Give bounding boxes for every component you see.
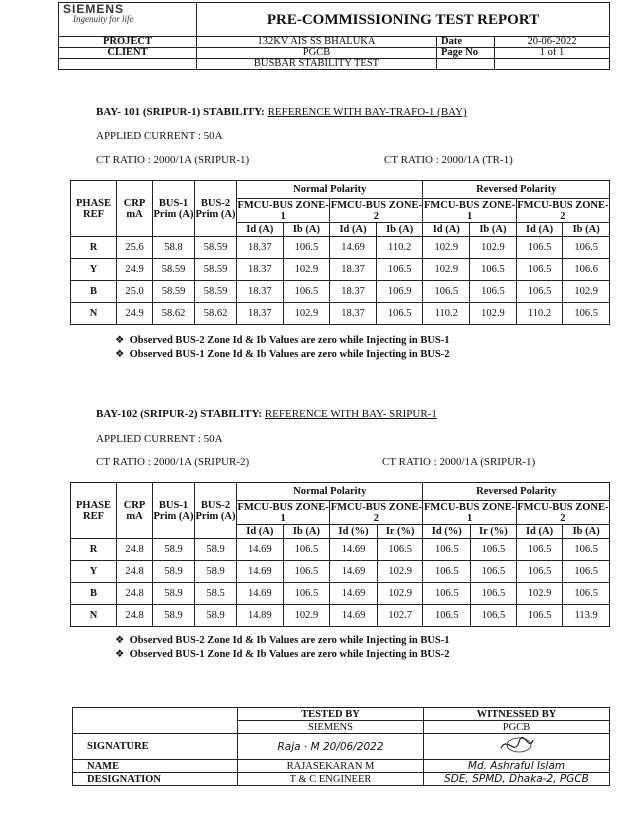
value-cell: 106.5 xyxy=(423,281,470,303)
value-cell: 18.37 xyxy=(237,259,284,281)
reversed-polarity-header: Reversed Polarity xyxy=(423,483,610,501)
value-cell: 58.62 xyxy=(153,303,195,325)
value-cell: 110.2 xyxy=(516,303,563,325)
note-text: Observed BUS-1 Zone Id & Ib Values are zero while Injecting in BUS-2 xyxy=(129,649,450,660)
value-cell: 106.5 xyxy=(470,259,517,281)
date-label: Date xyxy=(437,37,495,48)
name-label: NAME xyxy=(73,760,238,773)
value-cell: 58.59 xyxy=(195,281,237,303)
value-cell: 106.5 xyxy=(563,561,610,583)
value-cell: 106.5 xyxy=(563,539,610,561)
value-cell: 18.37 xyxy=(237,281,284,303)
value-cell: 102.9 xyxy=(516,583,563,605)
value-cell: 106.5 xyxy=(563,303,610,325)
value-cell: 106.5 xyxy=(563,583,610,605)
value-cell: 106.5 xyxy=(283,281,330,303)
value-cell: 58.9 xyxy=(153,583,195,605)
witness-signature xyxy=(424,734,610,760)
client-value: PGCB xyxy=(197,48,437,59)
phase-cell: Y xyxy=(71,259,117,281)
section1-ct-right: CT RATIO : 2000/1A (TR-1) xyxy=(384,154,513,166)
sub-header: Ir (%) xyxy=(471,525,517,539)
value-cell: 106.5 xyxy=(283,237,330,259)
tested-signature: Raja · M 20/06/2022 xyxy=(238,734,424,760)
value-cell: 102.9 xyxy=(423,259,470,281)
section2-note-1: ❖ Observed BUS-2 Zone Id & Ib Values are zero while Injecting in BUS-1 xyxy=(115,635,450,646)
section1-reference: REFERENCE WITH BAY-TRAFO-1 (BAY) xyxy=(267,106,467,118)
value-cell: 25.6 xyxy=(117,237,153,259)
value-cell: 14.69 xyxy=(330,561,378,583)
value-cell: 58.9 xyxy=(195,605,237,627)
value-cell: 24.8 xyxy=(117,583,153,605)
value-cell: 14.69 xyxy=(330,605,378,627)
sub-header: Ib (A) xyxy=(283,525,330,539)
value-cell: 106.5 xyxy=(423,583,471,605)
value-cell: 106.5 xyxy=(516,561,563,583)
sub-header: Id (A) xyxy=(516,223,563,237)
section2-ct-left: CT RATIO : 2000/1A (SRIPUR-2) xyxy=(96,456,250,468)
value-cell: 110.2 xyxy=(423,303,470,325)
value-cell: 58.9 xyxy=(153,561,195,583)
zone1-header: FMCU-BUS ZONE-1 xyxy=(423,501,516,524)
table-row xyxy=(71,259,610,281)
section2-title xyxy=(96,408,437,420)
value-cell: 58.62 xyxy=(195,303,237,325)
section2-table xyxy=(70,482,610,627)
section1-ct-left: CT RATIO : 2000/1A (SRIPUR-1) xyxy=(96,154,250,166)
value-cell: 18.37 xyxy=(237,237,284,259)
table-row xyxy=(71,281,610,303)
witnessed-by-label: WITNESSED BY xyxy=(424,708,610,721)
logo-name: SIEMENS xyxy=(63,2,125,16)
tested-org: SIEMENS xyxy=(238,721,424,734)
table-row xyxy=(71,561,610,583)
project-value: 132KV AIS SS BHALUKA xyxy=(197,37,437,48)
normal-polarity-header: Normal Polarity xyxy=(237,181,423,199)
value-cell: 106.5 xyxy=(470,281,517,303)
sub-header: Id (A) xyxy=(237,525,284,539)
section1-table xyxy=(70,180,610,325)
page-label: Page No xyxy=(437,48,495,59)
value-cell: 106.5 xyxy=(376,303,423,325)
table-row xyxy=(71,539,610,561)
value-cell: 58.9 xyxy=(195,561,237,583)
sub-header: Id (A) xyxy=(423,223,470,237)
phase-cell: N xyxy=(71,605,117,627)
sub-header: Id (A) xyxy=(516,525,563,539)
zone1-header: FMCU-BUS ZONE-1 xyxy=(423,199,516,222)
value-cell: 106.5 xyxy=(423,561,471,583)
value-cell: 18.37 xyxy=(330,281,377,303)
phase-header: PHASE REF xyxy=(71,483,117,539)
value-cell: 58.5 xyxy=(195,583,237,605)
sub-header: Id (A) xyxy=(237,223,284,237)
signature-table xyxy=(72,707,610,786)
table-row xyxy=(71,303,610,325)
value-cell: 14.69 xyxy=(330,539,378,561)
phase-cell: B xyxy=(71,281,117,303)
signature-scribble xyxy=(497,734,537,756)
sub-header: Id (%) xyxy=(423,525,471,539)
sub-header: Id (A) xyxy=(330,223,377,237)
value-cell: 18.37 xyxy=(237,303,284,325)
value-cell: 106.5 xyxy=(471,583,517,605)
value-cell: 106.5 xyxy=(471,539,517,561)
page-value: 1 of 1 xyxy=(495,48,610,59)
tested-by-label: TESTED BY xyxy=(238,708,424,721)
value-cell: 106.5 xyxy=(516,281,563,303)
witness-designation: SDE, SPMD, Dhaka-2, PGCB xyxy=(424,773,610,786)
value-cell: 24.8 xyxy=(117,605,153,627)
section2-reference: REFERENCE WITH BAY- SRIPUR-1 xyxy=(264,408,437,420)
value-cell: 14.69 xyxy=(330,583,378,605)
tested-designation: T & C ENGINEER xyxy=(238,773,424,786)
phase-header: PHASE REF xyxy=(71,181,117,237)
zone1-header: FMCU-BUS ZONE-1 xyxy=(237,501,329,524)
sub-header: Ib (A) xyxy=(563,223,610,237)
sub-header: Ib (A) xyxy=(283,223,330,237)
value-cell: 58.59 xyxy=(153,281,195,303)
tested-name: RAJASEKARAN M xyxy=(238,760,424,773)
note-text: Observed BUS-1 Zone Id & Ib Values are zero while Injecting in BUS-2 xyxy=(129,349,450,360)
zone1-header: FMCU-BUS ZONE-1 xyxy=(237,199,329,222)
test-name: BUSBAR STABILITY TEST xyxy=(197,59,437,70)
value-cell: 18.37 xyxy=(330,303,377,325)
section2-note-2: ❖ Observed BUS-1 Zone Id & Ib Values are zero while Injecting in BUS-2 xyxy=(115,649,450,660)
value-cell: 106.5 xyxy=(563,237,610,259)
section1-note-2: ❖ Observed BUS-1 Zone Id & Ib Values are zero while Injecting in BUS-2 xyxy=(115,349,450,360)
section2-ct-right: CT RATIO : 2000/1A (SRIPUR-1) xyxy=(382,456,536,468)
value-cell: 58.59 xyxy=(195,237,237,259)
value-cell: 106.9 xyxy=(376,281,423,303)
zone2-header: FMCU-BUS ZONE-2 xyxy=(517,199,609,222)
phase-cell: R xyxy=(71,539,117,561)
sub-header: Ib (A) xyxy=(563,525,610,539)
zone2-header: FMCU-BUS ZONE-2 xyxy=(517,501,609,524)
value-cell: 58.59 xyxy=(153,259,195,281)
value-cell: 106.5 xyxy=(471,561,517,583)
value-cell: 106.5 xyxy=(283,583,330,605)
value-cell: 25.0 xyxy=(117,281,153,303)
sub-header: Id (%) xyxy=(330,525,378,539)
reversed-polarity-header: Reversed Polarity xyxy=(423,181,610,199)
value-cell: 102.9 xyxy=(283,303,330,325)
value-cell: 24.9 xyxy=(117,259,153,281)
bus1-header: BUS-1 Prim (A) xyxy=(153,483,195,539)
value-cell: 106.5 xyxy=(423,539,471,561)
value-cell: 102.9 xyxy=(377,561,423,583)
project-label: PROJECT xyxy=(59,37,197,48)
value-cell: 58.9 xyxy=(195,539,237,561)
bus1-header: BUS-1 Prim (A) xyxy=(153,181,195,237)
section1-applied-current: APPLIED CURRENT : 50A xyxy=(96,130,223,142)
note-text: Observed BUS-2 Zone Id & Ib Values are zero while Injecting in BUS-1 xyxy=(129,635,450,646)
phase-cell: B xyxy=(71,583,117,605)
phase-cell: R xyxy=(71,237,117,259)
value-cell: 106.5 xyxy=(376,259,423,281)
value-cell: 102.9 xyxy=(377,583,423,605)
sub-header: Ib (A) xyxy=(376,223,423,237)
value-cell: 14.69 xyxy=(237,561,284,583)
value-cell: 18.37 xyxy=(330,259,377,281)
table-row xyxy=(71,583,610,605)
signature-label: SIGNATURE xyxy=(73,734,238,760)
section1-title-text: BAY- 101 (SRIPUR-1) STABILITY: xyxy=(96,106,265,118)
bus2-header: BUS-2 Prim (A) xyxy=(195,181,237,237)
table-row xyxy=(71,605,610,627)
value-cell: 102.9 xyxy=(423,237,470,259)
siemens-logo xyxy=(59,3,197,37)
value-cell: 58.8 xyxy=(153,237,195,259)
value-cell: 14.89 xyxy=(237,605,284,627)
value-cell: 102.9 xyxy=(283,605,330,627)
value-cell: 58.59 xyxy=(195,259,237,281)
sub-header: Ib (A) xyxy=(470,223,517,237)
date-value: 20-06-2022 xyxy=(495,37,610,48)
value-cell: 24.8 xyxy=(117,561,153,583)
value-cell: 106.5 xyxy=(377,539,423,561)
value-cell: 106.5 xyxy=(516,259,563,281)
value-cell: 24.9 xyxy=(117,303,153,325)
bus2-header: BUS-2 Prim (A) xyxy=(195,483,237,539)
report-header xyxy=(58,2,610,70)
section1-note-1: ❖ Observed BUS-2 Zone Id & Ib Values are zero while Injecting in BUS-1 xyxy=(115,335,450,346)
value-cell: 24.8 xyxy=(117,539,153,561)
section2-title-text: BAY-102 (SRIPUR-2) STABILITY: xyxy=(96,408,263,420)
note-text: Observed BUS-2 Zone Id & Ib Values are zero while Injecting in BUS-1 xyxy=(129,335,450,346)
phase-cell: Y xyxy=(71,561,117,583)
value-cell: 58.9 xyxy=(153,539,195,561)
value-cell: 106.5 xyxy=(423,605,471,627)
value-cell: 106.5 xyxy=(516,237,563,259)
section2-applied-current: APPLIED CURRENT : 50A xyxy=(96,433,223,445)
value-cell: 106.5 xyxy=(283,539,330,561)
value-cell: 106.5 xyxy=(471,605,517,627)
crp-header: CRP mA xyxy=(117,483,153,539)
designation-label: DESIGNATION xyxy=(73,773,238,786)
value-cell: 102.9 xyxy=(283,259,330,281)
witness-org: PGCB xyxy=(424,721,610,734)
logo-tagline: Ingenuity for life xyxy=(73,14,134,24)
report-title: PRE-COMMISSIONING TEST REPORT xyxy=(197,3,610,37)
witness-name: Md. Ashraful Islam xyxy=(424,760,610,773)
value-cell: 110.2 xyxy=(376,237,423,259)
value-cell: 113.9 xyxy=(563,605,610,627)
zone2-header: FMCU-BUS ZONE-2 xyxy=(330,501,422,524)
crp-header: CRP mA xyxy=(117,181,153,237)
value-cell: 58.9 xyxy=(153,605,195,627)
normal-polarity-header: Normal Polarity xyxy=(237,483,423,501)
phase-cell: N xyxy=(71,303,117,325)
table-row xyxy=(71,237,610,259)
zone2-header: FMCU-BUS ZONE-2 xyxy=(330,199,422,222)
sub-header: Ir (%) xyxy=(377,525,423,539)
value-cell: 106.5 xyxy=(516,605,563,627)
value-cell: 14.69 xyxy=(237,539,284,561)
value-cell: 102.7 xyxy=(377,605,423,627)
value-cell: 14.69 xyxy=(237,583,284,605)
value-cell: 14.69 xyxy=(330,237,377,259)
value-cell: 102.9 xyxy=(470,237,517,259)
client-label: CLIENT xyxy=(59,48,197,59)
value-cell: 102.9 xyxy=(470,303,517,325)
value-cell: 102.9 xyxy=(563,281,610,303)
section1-title xyxy=(96,106,467,118)
value-cell: 106.5 xyxy=(516,539,563,561)
value-cell: 106.6 xyxy=(563,259,610,281)
value-cell: 106.5 xyxy=(283,561,330,583)
